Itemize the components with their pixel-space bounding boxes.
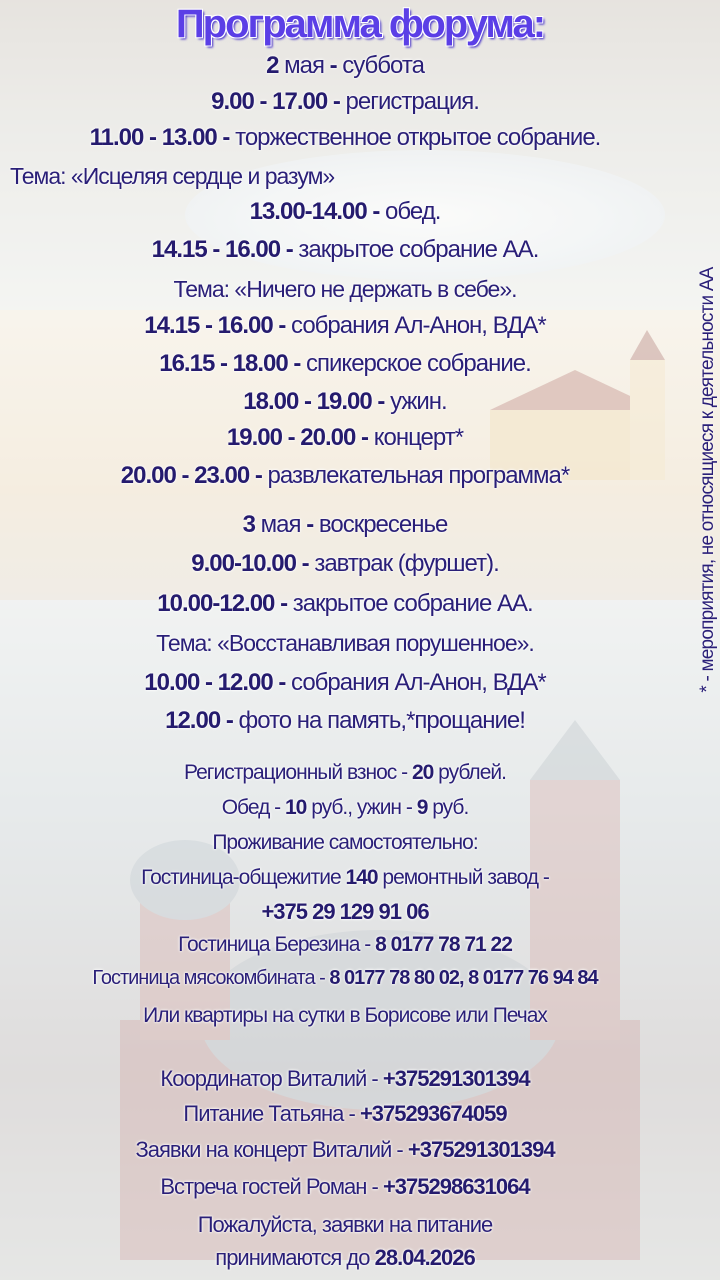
schedule-item: 13.00-14.00 - обед. [249,198,441,225]
side-footnote: * - мероприятия, не относящиеся к деятельности АА [697,267,718,693]
page-title: Программа форума: [175,2,545,46]
day2-theme: Тема: «Восстанавливая порушенное». [156,630,534,656]
hotel-2-name: Гостиница Березина - [178,933,371,956]
hotel-3 [0,967,690,990]
fee-unit: рублей. [438,761,506,784]
schedule-time: 11.00 - 13.00 [89,124,217,151]
schedule-item: 20.00 - 23.00 - развлекательная программа* [120,462,570,489]
schedule-item: 16.15 - 18.00 - спикерское собрание. [159,350,531,377]
schedule-time: 18.00 - 19.00 [243,388,372,415]
schedule-text: собрания Ал-Анон, ВДА* [291,669,546,696]
schedule-item: 19.00 - 20.00 - концерт* [226,424,464,451]
contact-guests [0,1174,690,1200]
schedule-item: 12.00 - фото на память,*прощание! [165,707,525,734]
hotel-1-number: 140 [345,866,378,889]
schedule-item: 18.00 - 19.00 - ужин. [243,388,447,415]
schedule-time: 12.00 [165,707,221,734]
hotel-1-name: Гостиница-общежитие [141,866,341,889]
contact-phone: +375291301394 [382,1066,530,1091]
hotel-1-phone: +375 29 129 91 06 [261,899,429,924]
schedule-text: обед. [385,198,441,225]
contact-coordinator [0,1066,690,1092]
schedule-item: 14.15 - 16.00 - собрания Ал-Анон, ВДА* [144,312,546,339]
contact-phone: +375293674059 [359,1101,507,1126]
schedule-time: 16.15 - 18.00 [159,350,288,377]
schedule-text: ужин. [390,388,447,415]
schedule-time: 20.00 - 23.00 [120,462,250,489]
schedule-time: 9.00-10.00 [191,550,296,577]
schedule-text: концерт* [373,424,464,451]
meal-prices [0,796,690,820]
schedule-text: регистрация. [345,88,479,115]
schedule-time: 19.00 - 20.00 [226,424,356,451]
contact-phone: +375291301394 [407,1137,555,1162]
day2-header: 3 мая - воскресенье [242,511,448,538]
registration-fee [0,761,690,785]
day1-date-number: 2 [266,52,279,79]
dinner-label: руб., ужин - [311,796,412,819]
schedule-item: 9.00 - 17.00 - регистрация. [211,88,479,115]
schedule-item: 9.00-10.00 - завтрак (фуршет). [191,550,499,577]
schedule-time: 14.15 - 16.00 [151,236,281,263]
hotel-1 [0,866,690,890]
footer-deadline-date: 28.04.2026 [374,1245,475,1270]
contact-label: Координатор Виталий - [160,1066,378,1091]
schedule-time: 10.00 - 12.00 [144,669,273,696]
schedule-text: закрытое собрание АА. [298,236,539,263]
schedule-text: собрания Ал-Анон, ВДА* [291,312,546,339]
hotel-3-phones: 8 0177 78 80 02, 8 0177 76 94 84 [329,967,598,989]
fee-amount: 20 [411,761,434,784]
day1-theme2: Тема: «Ничего не держать в себе». [173,276,517,302]
schedule-time: 9.00 - 17.00 [211,88,328,115]
day2-date-number: 3 [242,511,255,538]
contact-label: Питание Татьяна - [183,1101,355,1126]
day1-weekday: суббота [342,52,424,79]
hotel-2 [0,933,690,957]
schedule-time: 13.00-14.00 [249,198,367,225]
footer-line-1: Пожалуйста, заявки на питание [197,1212,493,1237]
lodging-title: Проживание самостоятельно: [212,831,478,854]
lunch-amount: 10 [285,796,307,819]
schedule-text: развлекательная программа* [267,462,570,489]
footer-line-2 [0,1245,690,1271]
lunch-label: Обед - [221,796,281,819]
hotel-3-name: Гостиница мясокомбината - [92,967,325,989]
contact-concert [0,1137,690,1163]
schedule-text: торжественное открытое собрание. [235,124,601,151]
schedule-text: закрытое собрание АА. [292,590,533,617]
schedule-time: 14.15 - 16.00 [144,312,273,339]
contact-label: Заявки на концерт Виталий - [135,1137,403,1162]
footer-deadline-label: принимаются до [215,1245,370,1270]
day2-weekday: воскресенье [318,511,448,538]
dinner-amount: 9 [416,796,428,819]
schedule-time: 10.00-12.00 [157,590,275,617]
day1-date-month: мая [284,52,324,79]
day1-header: 2 мая - суббота [266,52,424,79]
day2-date-month: мая [260,511,301,538]
contact-phone: +375298631064 [382,1174,530,1199]
hotel-2-phone: 8 0177 78 71 22 [375,933,512,956]
contact-food [0,1101,690,1127]
schedule-item: 10.00 - 12.00 - собрания Ал-Анон, ВДА* [144,669,546,696]
hotel-1-desc: ремонтный завод - [382,866,549,889]
fee-label: Регистрационный взнос - [184,761,408,784]
dinner-unit: руб. [432,796,469,819]
apartments-note: Или квартиры на сутки в Борисове или Печах [143,1004,547,1027]
schedule-text: фото на память,*прощание! [238,707,525,734]
contact-label: Встреча гостей Роман - [160,1174,378,1199]
schedule-text: завтрак (фуршет). [314,550,499,577]
schedule-item: 14.15 - 16.00 - закрытое собрание АА. [151,236,539,263]
schedule-item: 11.00 - 13.00 - торжественное открытое собрание. [89,124,601,151]
day1-theme1: Тема: «Исцеляя сердце и разум» [10,163,335,189]
schedule-item: 10.00-12.00 - закрытое собрание АА. [157,590,533,617]
schedule-text: спикерское собрание. [306,350,531,377]
